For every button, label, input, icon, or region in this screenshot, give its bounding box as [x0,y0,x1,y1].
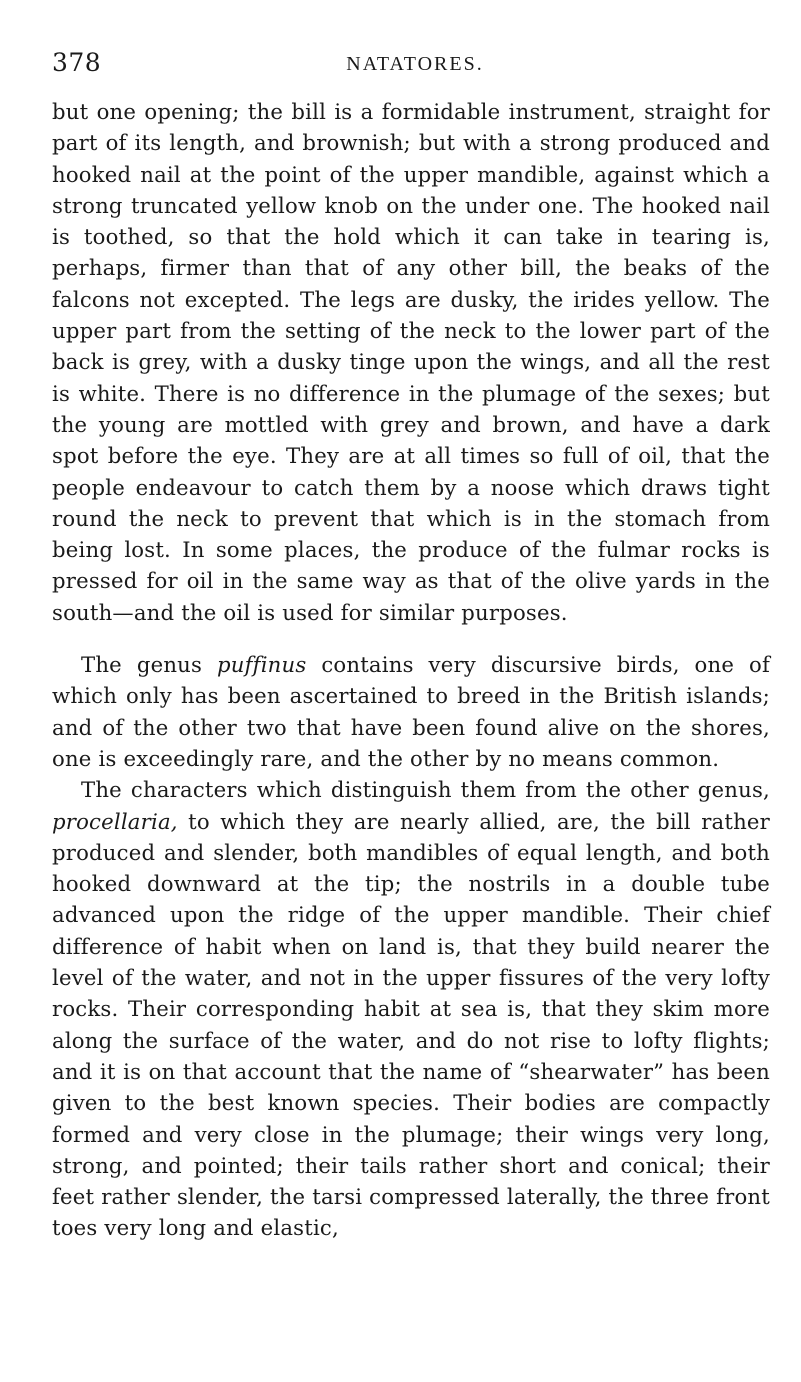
page-header [52,48,762,88]
paragraph-2 [52,649,770,774]
body-text [52,96,770,1244]
genus-procellaria: procellaria, [52,808,178,834]
paragraph-3-text-end: to which they are nearly allied, are, the bill rather produced and slender, both mandibles of equal length, and both hooked downward at the tip; the nostrils in a double tube advanced upon the ridge of the upper mandible. Their chief difference of habit when on land is, that they build nearer the level of the water, and not in the upper fissures of the very lofty rocks. Their corresponding habit at sea is, that they skim more along the surface of the water, and do not rise to lofty flights; and it is on that account that the name of “shearwater” has been given to the best known species. Their bodies are compactly formed and very close in the plumage; their wings very long, strong, and pointed; their tails rather short and conical; their feet rather slender, the tarsi compressed laterally, the three front toes very long and elastic, [52,808,770,1241]
paragraph-3 [52,774,770,1243]
genus-puffinus: puffinus [217,652,307,678]
paragraph-2-text-end: contains very discursive birds, one of which only has been ascertained to breed in the British islands; and of the other two that have been found alive on the shores, one is exceedingly rare, and the other by no means common. [52,652,770,771]
running-head: NATATORES. [346,53,484,75]
page-number: 378 [52,48,102,77]
paragraph-3-text-start: The characters which distinguish them from the other genus, [81,777,770,803]
paragraph-1: but one opening; the bill is a formidable instrument, straight for part of its length, and brownish; but with a strong produced and hooked nail at the point of the upper mandible, against which a strong truncated yellow knob on the under one. The hooked nail is toothed, so that the hold which it can take in tearing is, perhaps, firmer than that of any other bill, the beaks of the falcons not excepted. The legs are dusky, the irides yellow. The upper part from the setting of the neck to the lower part of the back is grey, with a dusky tinge upon the wings, and all the rest is white. There is no difference in the plumage of the sexes; but the young are mottled with grey and brown, and have a dark spot before the eye. They are at all times so full of oil, that the people endeavour to catch them by a noose which draws tight round the neck to prevent that which is in the stomach from being lost. In some places, the produce of the fulmar rocks is pressed for oil in the same way as that of the olive yards in the south—and the oil is used for similar purposes. [52,99,770,625]
paragraph-2-text-start: The genus [81,652,217,678]
